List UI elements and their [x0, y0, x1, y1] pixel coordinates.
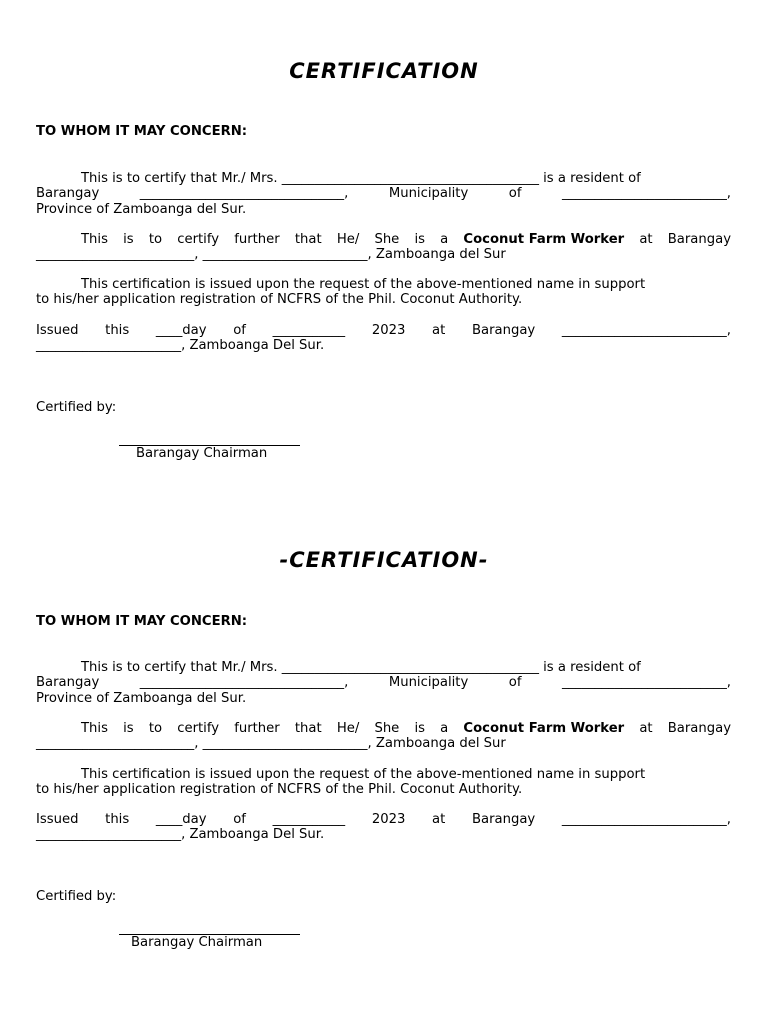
certificate-title-copy: -CERTIFICATION-: [279, 548, 489, 572]
occupation-emphasis-copy: Coconut Farm Worker: [463, 721, 625, 736]
occupation-line-2: ________________________, _________________________, Zamboanga del Sur: [36, 247, 506, 263]
occupation-line-2-copy: ________________________, _________________________, Zamboanga del Sur: [36, 736, 506, 752]
issued-line-1: Issued this ____day of ___________ 2023 at Barangay _________________________,: [36, 323, 731, 338]
certified-by-label-copy: Certified by:: [36, 889, 117, 904]
issued-line-2-copy: ______________________, Zamboanga Del Sur.: [36, 827, 325, 843]
residency-line-2-copy: Barangay _______________________________, Municipality of _________________________,: [36, 675, 731, 691]
paragraph-purpose-copy: [36, 767, 731, 798]
paragraph-residency-copy: [36, 660, 731, 706]
residency-line-1: This is to certify that Mr./ Mrs. _______________________________________ is a resident of: [81, 171, 641, 186]
paragraph-residency: [36, 171, 731, 217]
residency-line-2: Barangay _______________________________, Municipality of _________________________,: [36, 186, 731, 202]
residency-line-1-copy: This is to certify that Mr./ Mrs. _______________________________________ is a resident of: [81, 660, 641, 675]
salutation-copy: TO WHOM IT MAY CONCERN:: [36, 614, 248, 629]
paragraph-occupation-copy: [36, 721, 731, 752]
certificate-title: CERTIFICATION: [289, 59, 479, 83]
purpose-line-2-copy: to his/her application registration of NCFRS of the Phil. Coconut Authority.: [36, 782, 523, 798]
paragraph-issued: [36, 323, 731, 354]
occupation-line-1: This is to certify further that He/ She is a Coconut Farm Worker at Barangay: [81, 232, 731, 247]
occupation-emphasis: Coconut Farm Worker: [463, 232, 625, 247]
issued-line-1-copy: Issued this ____day of ___________ 2023 at Barangay _________________________,: [36, 812, 731, 827]
residency-line-3: Province of Zamboanga del Sur.: [36, 201, 247, 217]
certified-by-label: Certified by:: [36, 400, 117, 415]
salutation: TO WHOM IT MAY CONCERN:: [36, 124, 248, 139]
signatory-title: Barangay Chairman: [136, 446, 268, 461]
paragraph-issued-copy: [36, 812, 731, 843]
residency-line-3-copy: Province of Zamboanga del Sur.: [36, 690, 247, 706]
occupation-line-1-copy: This is to certify further that He/ She is a Coconut Farm Worker at Barangay: [81, 721, 731, 736]
issued-line-2: ______________________, Zamboanga Del Sur.: [36, 338, 325, 354]
signatory-title-copy: Barangay Chairman: [131, 935, 263, 950]
purpose-line-1-copy: This certification is issued upon the request of the above-mentioned name in support: [81, 767, 646, 782]
purpose-line-2: to his/her application registration of NCFRS of the Phil. Coconut Authority.: [36, 292, 523, 308]
paragraph-purpose: [36, 277, 731, 308]
paragraph-occupation: [36, 232, 731, 263]
purpose-line-1: This certification is issued upon the request of the above-mentioned name in support: [81, 277, 646, 292]
